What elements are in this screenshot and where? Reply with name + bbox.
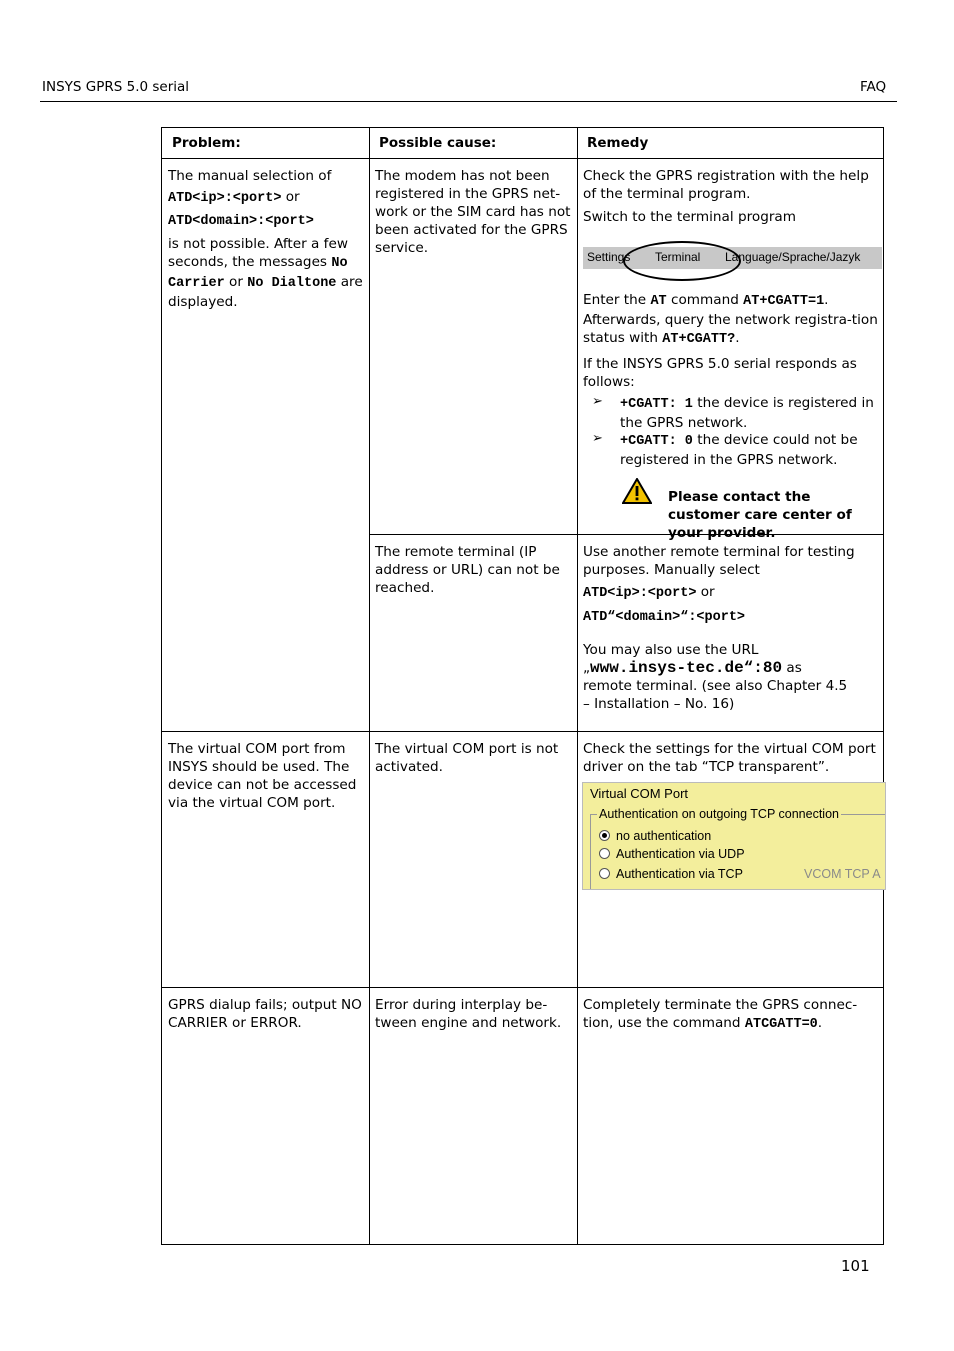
problem-text: is not possible. After a few seconds, the messages bbox=[168, 236, 348, 270]
cause-cell-2: The remote terminal (IP address or URL) can not be reached. bbox=[375, 544, 560, 596]
faq-table bbox=[161, 127, 884, 1245]
column-divider bbox=[369, 128, 370, 1244]
cause-cell-4: Error during interplay be-tween engine and network. bbox=[375, 997, 562, 1031]
groupbox-label: Authentication on outgoing TCP connection bbox=[599, 807, 839, 821]
cause-cell-1: The modem has not been registered in the GPRS net-work or the SIM card has not been activated for the GPRS service. bbox=[375, 168, 571, 256]
tab-terminal[interactable]: Terminal bbox=[655, 250, 701, 264]
document-title: INSYS GPRS 5.0 serial bbox=[42, 79, 190, 95]
remedy-text: You may also use the URL bbox=[583, 642, 759, 658]
bullet-item bbox=[620, 431, 878, 469]
problem-cell-2: The virtual COM port from INSYS should be used. The device can not be accessed via the virtual COM port. bbox=[168, 741, 357, 811]
remedy-cell-1 bbox=[583, 167, 879, 226]
row-divider bbox=[162, 731, 883, 732]
command-code: AT bbox=[650, 294, 667, 309]
bullet-text: the device could not be registered in the GPRS network. bbox=[620, 432, 858, 468]
remedy-text: remote terminal. (see also Chapter 4.5 bbox=[583, 678, 848, 694]
remedy-cell-2 bbox=[583, 543, 879, 713]
command-code: ATCGATT=0 bbox=[744, 1017, 818, 1032]
tab-language[interactable]: Language/Sprache/Jazyk bbox=[725, 250, 861, 264]
problem-text: or bbox=[224, 274, 248, 290]
problem-cell-3: GPRS dialup fails; output NO CARRIER or ERROR. bbox=[168, 997, 362, 1031]
panel-title: Virtual COM Port bbox=[590, 786, 689, 801]
remedy-cell-4 bbox=[583, 996, 879, 1034]
radio-no-auth[interactable] bbox=[599, 829, 711, 843]
highlight-oval bbox=[623, 241, 741, 281]
remedy-text: – Installation – No. 16) bbox=[583, 696, 735, 712]
radio-auth-udp[interactable] bbox=[599, 847, 745, 861]
remedy-text: . bbox=[817, 1015, 823, 1031]
problem-text: The manual selection of bbox=[168, 168, 332, 184]
remedy-text: . bbox=[735, 330, 740, 346]
cause-cell-3: The virtual COM port is not activated. bbox=[375, 741, 559, 775]
bullet-item bbox=[620, 394, 878, 432]
radio-label: no authentication bbox=[616, 829, 712, 843]
response-code: +CGATT: 1 bbox=[620, 397, 693, 412]
response-code: +CGATT: 0 bbox=[620, 434, 693, 449]
remedy-text: Enter the bbox=[583, 292, 651, 308]
radio-auth-tcp[interactable] bbox=[599, 867, 743, 881]
command-code: AT+CGATT=1 bbox=[743, 294, 825, 309]
header-problem: Problem: bbox=[172, 135, 241, 151]
column-divider bbox=[577, 128, 578, 1244]
row-divider bbox=[162, 158, 883, 159]
remedy-text: Completely terminate the GPRS connec-tion, use the command bbox=[583, 997, 858, 1031]
command-code: AT+CGATT? bbox=[662, 332, 736, 347]
message-code: No Dialtone bbox=[247, 276, 337, 291]
remedy-text: Switch to the terminal program bbox=[583, 209, 796, 225]
remedy-text: „ bbox=[583, 660, 591, 676]
remedy-text: . Afterwards, query the network registra-tion status with bbox=[583, 292, 878, 346]
remedy-cell-3: Check the settings for the virtual COM port driver on the tab “TCP transparent”. bbox=[583, 741, 876, 775]
remedy-text: If the INSYS GPRS 5.0 serial responds as follows: bbox=[583, 356, 857, 390]
command-code: ATD<ip>:<port> bbox=[583, 586, 697, 601]
tab-settings[interactable]: Settings bbox=[587, 250, 631, 264]
radio-label: Authentication via UDP bbox=[616, 847, 745, 861]
command-code: ATD<domain>:<port> bbox=[168, 214, 314, 229]
remedy-text: command bbox=[666, 292, 744, 308]
warning-icon bbox=[622, 478, 652, 504]
vcom-tcp-label: VCOM TCP A bbox=[804, 867, 881, 881]
page-number: 101 bbox=[841, 1257, 870, 1275]
bullet-arrow-icon: ➢ bbox=[592, 431, 603, 446]
remedy-text: Check the GPRS registration with the help of the terminal program. bbox=[583, 168, 869, 202]
virtual-com-port-panel bbox=[582, 782, 886, 890]
remote-url: www.insys-tec.de“:80 bbox=[590, 659, 783, 677]
remedy-text: or bbox=[696, 584, 715, 600]
problem-text: are displayed. bbox=[168, 274, 363, 310]
command-code: ATD<ip>:<port> bbox=[168, 191, 282, 206]
bullet-arrow-icon: ➢ bbox=[592, 394, 603, 409]
header-rule bbox=[40, 101, 897, 102]
command-code: ATD“<domain>“:<port> bbox=[583, 610, 746, 625]
remedy-text: as bbox=[782, 660, 802, 676]
remedy-instructions bbox=[583, 291, 879, 391]
section-label: FAQ bbox=[860, 79, 887, 95]
warning-text: Please contact the customer care center of your provider. bbox=[668, 489, 852, 541]
problem-text: or bbox=[281, 189, 300, 205]
header-cause: Possible cause: bbox=[379, 135, 497, 151]
message-code: No Carrier bbox=[168, 256, 348, 291]
bullet-text: the device is registered in the GPRS network. bbox=[620, 395, 874, 431]
row-divider bbox=[162, 987, 883, 988]
remedy-text: Use another remote terminal for testing purposes. Manually select bbox=[583, 544, 855, 578]
header-remedy: Remedy bbox=[587, 135, 649, 151]
problem-cell-1 bbox=[168, 167, 364, 311]
radio-label: Authentication via TCP bbox=[616, 867, 743, 881]
